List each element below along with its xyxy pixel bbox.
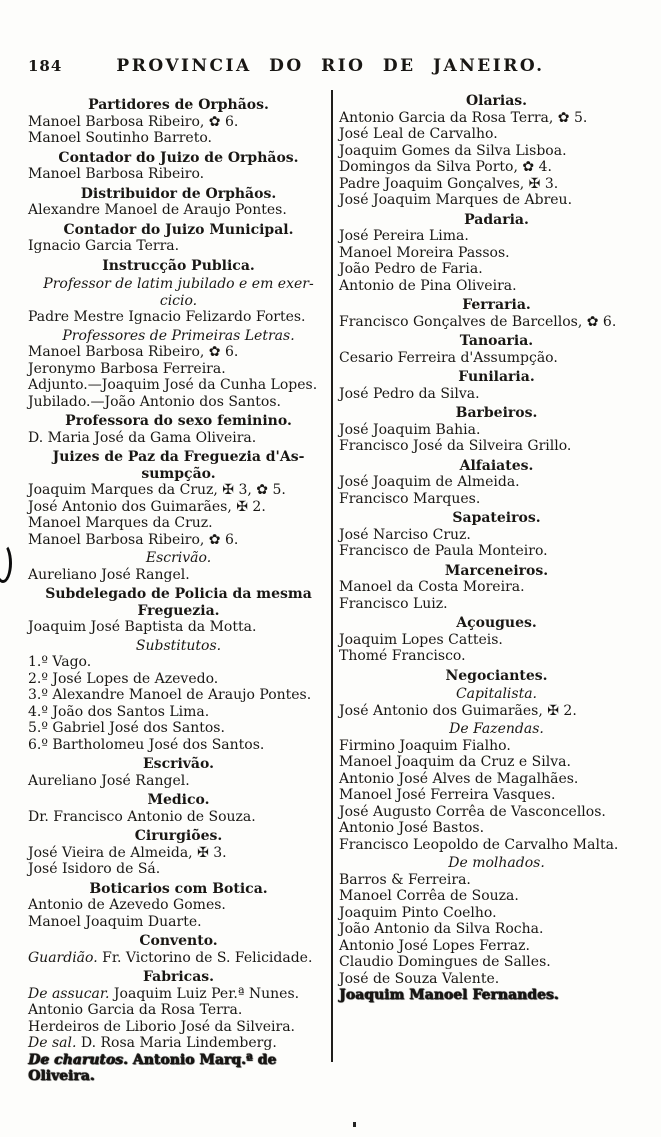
entry-line: Joaquim Marques da Cruz, ✠ 3, ✿ 5.: [28, 482, 286, 498]
section-heading: Olarias.: [465, 93, 528, 109]
entry-line: Antonio José Lopes Ferraz.: [339, 937, 530, 954]
entry-line: Manoel Soutinho Barreto.: [28, 130, 212, 146]
section-heading: Barbeiros.: [455, 405, 538, 421]
entry-line: João Pedro de Faria.: [339, 261, 483, 277]
entry-line: Antonio de Azevedo Gomes.: [28, 897, 226, 913]
entry-line: Jeronymo Barbosa Ferreira.: [28, 360, 226, 377]
entry-line: José Isidoro de Sá.: [28, 861, 161, 877]
entry-line: José Antonio dos Guimarães, ✠ 2.: [28, 498, 266, 515]
entry-line: Herdeiros de Liborio José da Silveira.: [28, 1018, 296, 1035]
section-heading: Medico.: [147, 792, 210, 808]
section-heading: Negociantes.: [445, 667, 548, 684]
entry-line: Padre Mestre Ignacio Felizardo Fortes.: [28, 309, 306, 325]
section-heading: Professor de latim jubilado e em exer-cicio.: [43, 276, 314, 309]
section-heading: Contador do Juizo Municipal.: [63, 221, 294, 238]
entry-line: D. Maria José da Gama Oliveira.: [28, 429, 257, 446]
entry-line: João Antonio da Silva Rocha.: [339, 921, 544, 937]
section-heading: Tanoaria.: [459, 333, 534, 349]
entry-line: Manoel da Costa Moreira.: [339, 579, 525, 595]
section-heading: Boticarios com Botica.: [89, 880, 268, 897]
entry-line: Jubilado.—João Antonio dos Santos.: [28, 393, 281, 410]
entry-line: José Pereira Lima.: [339, 228, 469, 244]
entry-line: 4.º João dos Santos Lima.: [28, 703, 210, 720]
entry-line: Francisco Luiz.: [339, 595, 448, 612]
entry-line: José Vieira de Almeida, ✠ 3.: [28, 844, 227, 861]
section-heading: Partidores de Orphãos.: [88, 97, 269, 113]
entry-line: José Joaquim Bahia.: [339, 421, 481, 438]
section-heading: Subdelegado de Policia da mesma Freguezia.: [45, 586, 312, 619]
entry-line: Firmino Joaquim Fialho.: [339, 737, 511, 754]
entry-line: Guardião. Fr. Victorino de S. Felicidade.: [28, 949, 313, 966]
entry-line: Francisco Gonçalves de Barcellos, ✿ 6.: [339, 313, 617, 330]
section-heading: Contador do Juizo de Orphãos.: [58, 149, 299, 166]
entry-line: Antonio José Alves de Magalhães.: [339, 770, 579, 787]
entry-line: Francisco Marques.: [339, 490, 481, 507]
entry-line: Joaquim José Baptista da Motta.: [28, 619, 257, 635]
entry-line: Antonio Garcia da Rosa Terra, ✿ 5.: [339, 109, 588, 126]
entry-line: Aureliano José Rangel.: [28, 772, 190, 789]
entry-line: Manoel Joaquim Duarte.: [28, 913, 202, 930]
section-heading: Sapateiros.: [452, 510, 541, 526]
entry-line: 5.º Gabriel José dos Santos.: [28, 720, 225, 736]
section-heading: Escrivão.: [145, 550, 212, 566]
entry-line: Dr. Francisco Antonio de Souza.: [28, 808, 256, 825]
entry-line: Francisco de Paula Monteiro.: [339, 543, 548, 559]
page-number: 184: [28, 57, 63, 75]
entry-lead-label: De assucar.: [28, 985, 110, 1002]
entry-line: Joaquim Lopes Catteis.: [339, 631, 503, 648]
entry-line: Alexandre Manoel de Araujo Pontes.: [28, 202, 287, 218]
entry-line: 3.º Alexandre Manoel de Araujo Pontes.: [28, 687, 312, 703]
entry-line: Manoel Joaquim da Cruz e Silva.: [339, 754, 571, 770]
entry-line: José Augusto Corrêa de Vasconcellos.: [339, 803, 606, 820]
entry-line: José Pedro da Silva.: [339, 385, 480, 402]
page-title: PROVINCIA DO RIO DE JANEIRO.: [116, 56, 545, 76]
entry-line: Domingos da Silva Porto, ✿ 4.: [339, 159, 552, 175]
scan-edge-artifact: [0, 543, 12, 583]
left-column: [28, 94, 329, 1085]
entry-line: José Narciso Cruz.: [339, 526, 471, 543]
entry-line: De sal. D. Rosa Maria Lindemberg.: [28, 1035, 277, 1051]
entry-lead-label: Guardião.: [28, 949, 98, 966]
section-heading: Professora do sexo feminino.: [65, 413, 292, 429]
entry-line: Manoel Corrêa de Souza.: [339, 888, 519, 904]
entry-line: Ignacio Garcia Terra.: [28, 238, 180, 254]
section-heading: Açougues.: [456, 615, 537, 631]
entry-line: Francisco Leopoldo de Carvalho Malta.: [339, 836, 619, 853]
entry-line: José de Souza Valente.: [339, 970, 500, 987]
ink-speck: [353, 1122, 356, 1127]
entry-line: Joaquim Pinto Coelho.: [339, 904, 497, 921]
entry-lead-label: De sal.: [28, 1035, 77, 1051]
section-heading: Cirurgiões.: [134, 828, 223, 844]
entry-lead-label: De charutos.: [28, 1051, 128, 1068]
section-heading: Fabricas.: [142, 969, 215, 985]
entry-line: Joaquim Manoel Fernandes.: [339, 987, 559, 1003]
entry-line: Manoel Barbosa Ribeiro, ✿ 6.: [28, 531, 239, 548]
entry-line: Joaquim Gomes da Silva Lisboa.: [339, 142, 567, 159]
entry-line: Manoel Moreira Passos.: [339, 244, 510, 261]
right-column: [339, 90, 654, 1004]
entry-line: Manoel José Ferreira Vasques.: [339, 787, 556, 803]
entry-line: 2.º José Lopes de Azevedo.: [28, 670, 219, 687]
section-heading: Ferraria.: [462, 297, 531, 313]
entry-line: José Joaquim Marques de Abreu.: [339, 192, 573, 208]
entry-line: 6.º Bartholomeu José dos Santos.: [28, 736, 265, 753]
entry-line: José Joaquim de Almeida.: [339, 474, 520, 490]
entry-line: Manoel Barbosa Ribeiro.: [28, 166, 205, 182]
section-heading: Convento.: [139, 933, 218, 949]
column-divider-rule: [331, 90, 333, 1062]
entry-line: 1.º Vago.: [28, 654, 92, 670]
entry-line: Antonio José Bastos.: [339, 820, 485, 836]
entry-line: Padre Joaquim Gonçalves, ✠ 3.: [339, 175, 559, 192]
section-heading: Funilaria.: [458, 369, 535, 385]
section-heading: Capitalista.: [455, 686, 538, 702]
entry-line: De charutos. Antonio Marq.ª de Oliveira.: [28, 1051, 277, 1084]
section-heading: De Fazendas.: [449, 721, 544, 737]
entry-line: Manoel Marques da Cruz.: [28, 515, 213, 531]
entry-line: Thomé Francisco.: [339, 648, 466, 664]
entry-line: Barros & Ferreira.: [339, 871, 471, 888]
entry-line: Manoel Barbosa Ribeiro, ✿ 6.: [28, 344, 239, 360]
section-heading: Padaria.: [464, 211, 529, 228]
section-heading: Juizes de Paz da Freguezia d'As-sumpção.: [52, 449, 305, 482]
section-heading: Professores de Primeiras Letras.: [62, 327, 295, 344]
entry-line: Adjunto.—Joaquim José da Cunha Lopes.: [28, 377, 318, 393]
section-heading: Substitutos.: [135, 637, 222, 654]
section-heading: Instrucção Publica.: [102, 257, 255, 274]
entry-line: Aureliano José Rangel.: [28, 566, 190, 583]
entry-line: Cesario Ferreira d'Assumpção.: [339, 349, 558, 366]
section-heading: Distribuidor de Orphãos.: [80, 185, 277, 202]
section-heading: De molhados.: [448, 855, 545, 871]
entry-line: Antonio Garcia da Rosa Terra.: [28, 1002, 243, 1018]
section-heading: Marceneiros.: [444, 562, 549, 579]
entry-line: Claudio Domingues de Salles.: [339, 954, 551, 970]
entry-line: Francisco José da Silveira Grillo.: [339, 438, 572, 454]
entry-line: De assucar. Joaquim Luiz Per.ª Nunes.: [28, 985, 300, 1002]
entry-line: Antonio de Pina Oliveira.: [339, 277, 517, 294]
entry-line: José Leal de Carvalho.: [339, 126, 498, 142]
section-heading: Escrivão.: [143, 756, 214, 772]
entry-line: José Antonio dos Guimarães, ✠ 2.: [339, 702, 577, 719]
entry-line: Manoel Barbosa Ribeiro, ✿ 6.: [28, 113, 239, 130]
section-heading: Alfaiates.: [459, 457, 534, 474]
